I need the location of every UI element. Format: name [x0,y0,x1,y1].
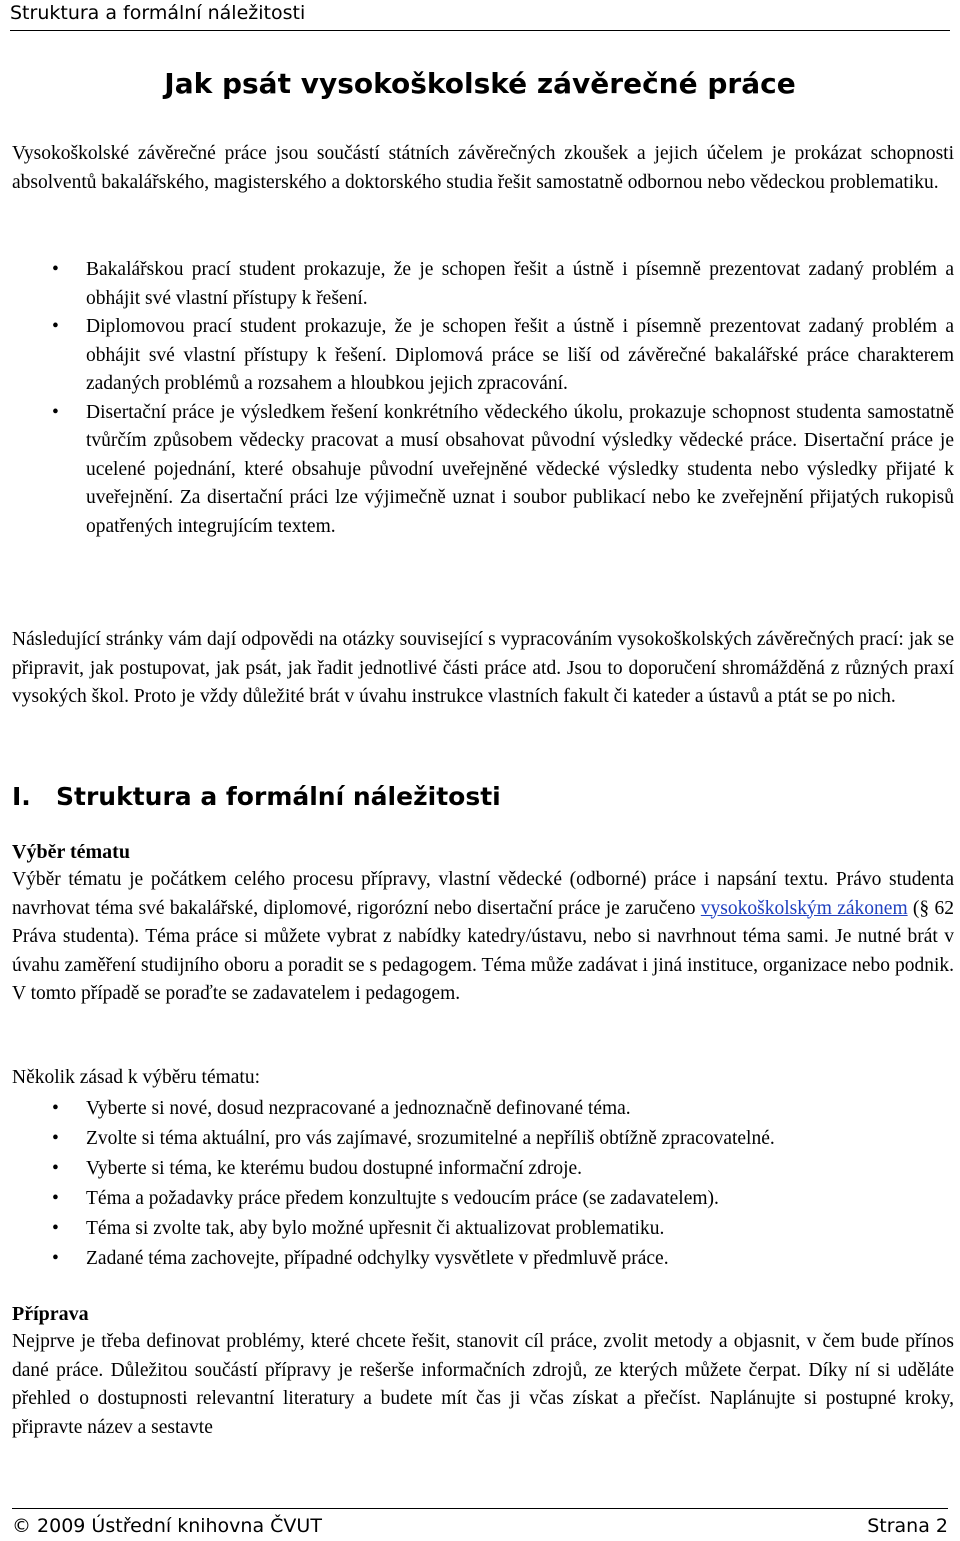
topic-text-start: Výběr tématu je počátkem celého procesu přípravy, vlastní vědecké (odborné) práce i napsání textu. Právo studenta navrhovat téma své bakalářské, diplomové, rigorózní nebo disertační práce je zaručeno [12,869,954,919]
list-item: • Vyberte si téma, ke kterému budou dostupné informační zdroje. [12,1154,954,1184]
topic-rules-list [12,1094,954,1274]
list-item-dissertation: • Disertační práce je výsledkem řešení konkrétního vědeckého úkolu, prokazuje schopnost studenta samostatně tvůrčím způsobem vědecky pracovat a musí obsahovat původní výsledky vědecké práce. Disertační práce je ucelené pojednání, které obsahuje původní uveřejněné vědecké výsledky studenta nebo výsledky přijaté k uveřejnění. Za disertační práci lze výjimečně uznat i soubor publikací nebo ke zveřejnění přijatých rukopisů opatřených integrujícím textem. [12,399,954,542]
page-footer [12,1508,948,1539]
document-title: Jak psát vysokoškolské závěrečné práce [164,67,796,100]
running-header-title: Struktura a formální náležitosti [10,2,306,24]
list-item: • Zvolte si téma aktuální, pro vás zajímavé, srozumitelné a nepříliš obtížně zpracovatelné. [12,1124,954,1154]
topic-text-end: (§ 62 Práva studenta). Téma práce si můžete vybrat z nabídky katedry/ústavu, nebo si navrhnout téma sami. Je nutné brát v úvahu zaměření studijního oboru a poradit se s pedagogem. Téma může zadávat i jiná instituce, organizace nebo podnik. V tomto případě se poraďte se zadavatelem i pedagogem. [12,897,955,1004]
list-item-bachelor: • Bakalářskou prací student prokazuje, že je schopen řešit a ústně i písemně prezentovat zadaný problém a obhájit své vlastní přístupy k řešení. [12,256,954,313]
footer-page-number: Strana 2 [867,1515,948,1537]
topic-paragraph [12,866,954,1009]
list-item: • Zadané téma zachovejte, případné odchylky vysvětlete v předmluvě práce. [12,1244,954,1274]
list-item-diploma: • Diplomovou prací student prokazuje, že je schopen řešit a ústně i písemně prezentovat zadaný problém a obhájit své vlastní přístupy k řešení. Diplomová práce se liší od závěrečné bakalářské práce charakterem zadaných problémů a rozsahem a hloubkou jejich zpracování. [12,313,954,399]
preparation-paragraph: Nejprve je třeba definovat problémy, které chcete řešit, stanovit cíl práce, zvolit metody a objasnit, v čem bude přínos dané práce. Důležitou součástí přípravy je rešerše informačních zdrojů, ze kterých můžete čerpat. Díky ní si uděláte přehled o dostupnosti relevantní literatury a budete mít čas ji včas získat a přečíst. Naplánujte si postupné kroky, připravte název a sestavte [12,1331,954,1438]
running-header [10,0,950,31]
list-item: • Téma a požadavky práce předem konzultujte s vedoucím práce (se zadavatelem). [12,1184,954,1214]
section-title: Struktura a formální náležitosti [56,782,501,811]
topic-rules-intro: Několik zásad k výběru tématu: [12,1067,261,1088]
list-item: • Téma si zvolte tak, aby bylo možné upřesnit či aktualizovat problematiku. [12,1214,954,1244]
following-pages-paragraph: Následující stránky vám dají odpovědi na otázky související s vypracováním vysokoškolských závěrečných prací: jak se připravit, jak postupovat, jak psát, jak řadit jednotlivé části práce atd. Jsou to doporučení shromážděná z různých praxí vysokých škol. Proto je vždy důležité brát v úvahu instrukce vlastních fakult či kateder a ústavů a ptát se po nich. [12,629,954,707]
list-item: • Vyberte si nové, dosud nezpracované a jednoznačně definované téma. [12,1094,954,1124]
intro-paragraph: Vysokoškolské závěrečné práce jsou součástí státních závěrečných zkoušek a jejich účelem je prokázat schopnosti absolventů bakalářského, magisterského a doktorského studia řešit samostatně odbornou nebo vědeckou problematiku. [12,143,954,193]
footer-copyright: © 2009 Ústřední knihovna ČVUT [12,1515,322,1537]
university-act-link[interactable]: vysokoškolským zákonem [700,897,908,919]
topic-heading: Výběr tématu [12,841,130,863]
thesis-types-list [12,256,954,541]
section-number: I. [12,782,31,811]
preparation-heading: Příprava [12,1303,89,1325]
section-heading [12,780,952,814]
